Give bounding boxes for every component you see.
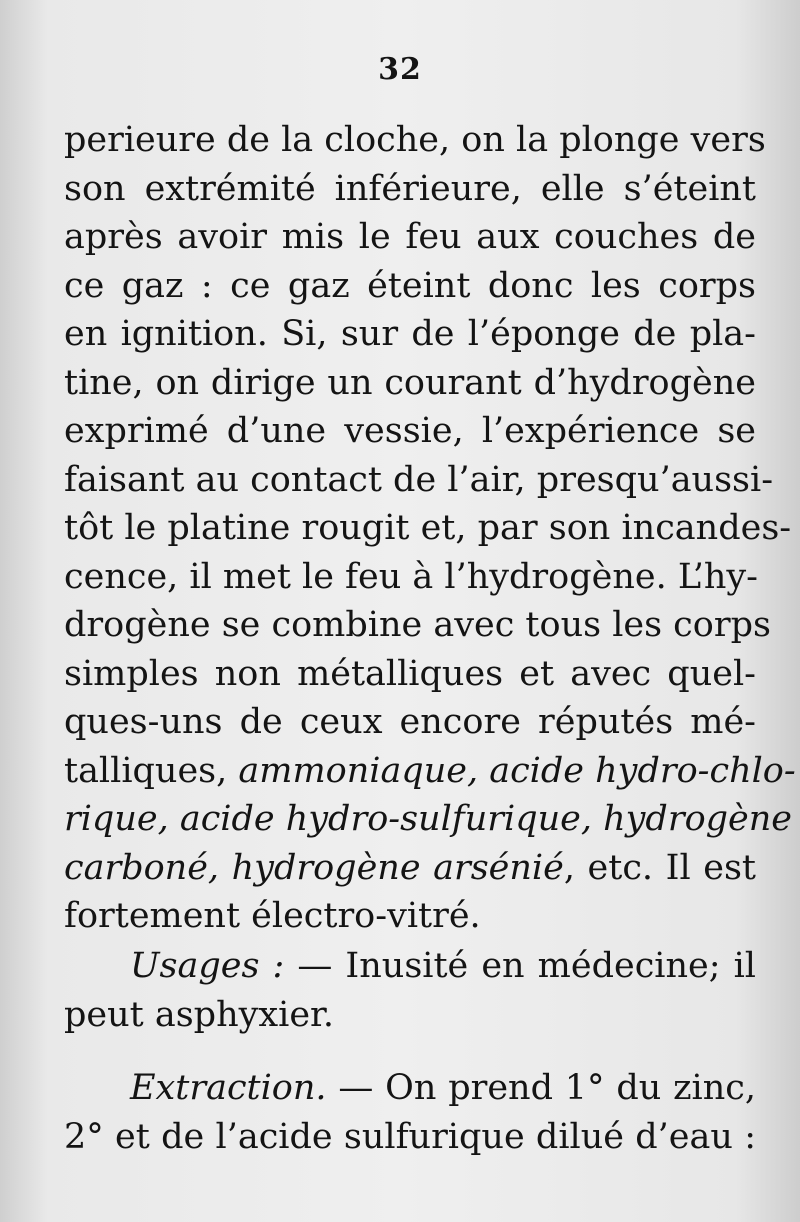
text-line — [64, 747, 796, 796]
text-line: après avoir mis le feu aux couches de — [64, 217, 756, 257]
text-line: ce gaz : ce gaz éteint donc les corps — [64, 265, 756, 306]
text-line: cence, il met le feu à l’hydrogène. L’hy- — [64, 556, 758, 597]
text-line: tine, on dirige un courant d’hydrogène — [64, 362, 756, 403]
text-line: exprimé d’une vessie, l’expérience se — [64, 411, 756, 451]
usages-paragraph — [64, 942, 756, 1039]
italic-compound-names: carboné, hydrogène arsénié — [64, 847, 564, 888]
text-line: peut asphyxier. — [64, 994, 335, 1035]
text-line — [64, 942, 756, 991]
text-line: simples non métalliques et avec quel- — [64, 653, 756, 694]
text-segment: , etc. Il est — [563, 847, 756, 888]
text-line — [64, 844, 756, 893]
page-number: 32 — [378, 52, 422, 87]
extraction-heading: Extraction. — [130, 1068, 327, 1108]
text-line: perieure de la cloche, on la plonge vers — [64, 120, 766, 160]
text-line: en ignition. Si, sur de l’éponge de pla- — [64, 314, 756, 354]
extraction-paragraph — [64, 1064, 756, 1161]
text-line: fortement électro-vitré. — [64, 896, 481, 936]
text-segment: — On prend 1° du zinc, — [326, 1068, 756, 1108]
text-line: 2° et de l’acide sulfurique dilué d’eau : — [64, 1116, 756, 1157]
text-segment: talliques, — [64, 750, 239, 791]
text-line — [64, 1064, 756, 1113]
text-line: son extrémité inférieure, elle s’éteint — [64, 168, 756, 209]
text-segment: — Inusité en médecine; il — [284, 946, 756, 986]
text-line: ques-uns de ceux encore réputés mé- — [64, 702, 756, 742]
italic-compound-names: ammoniaque, acide hydro-chlo- — [238, 750, 796, 791]
body-paragraph — [64, 116, 796, 941]
usages-heading: Usages : — [130, 946, 285, 986]
text-line: faisant au contact de l’air, presqu’aussi- — [64, 459, 774, 500]
text-line: drogène se combine avec tous les corps — [64, 605, 771, 645]
text-line: rique, acide hydro-sulfurique, hydrogène — [64, 799, 793, 839]
text-line: tôt le platine rougit et, par son incandes- — [64, 508, 792, 548]
